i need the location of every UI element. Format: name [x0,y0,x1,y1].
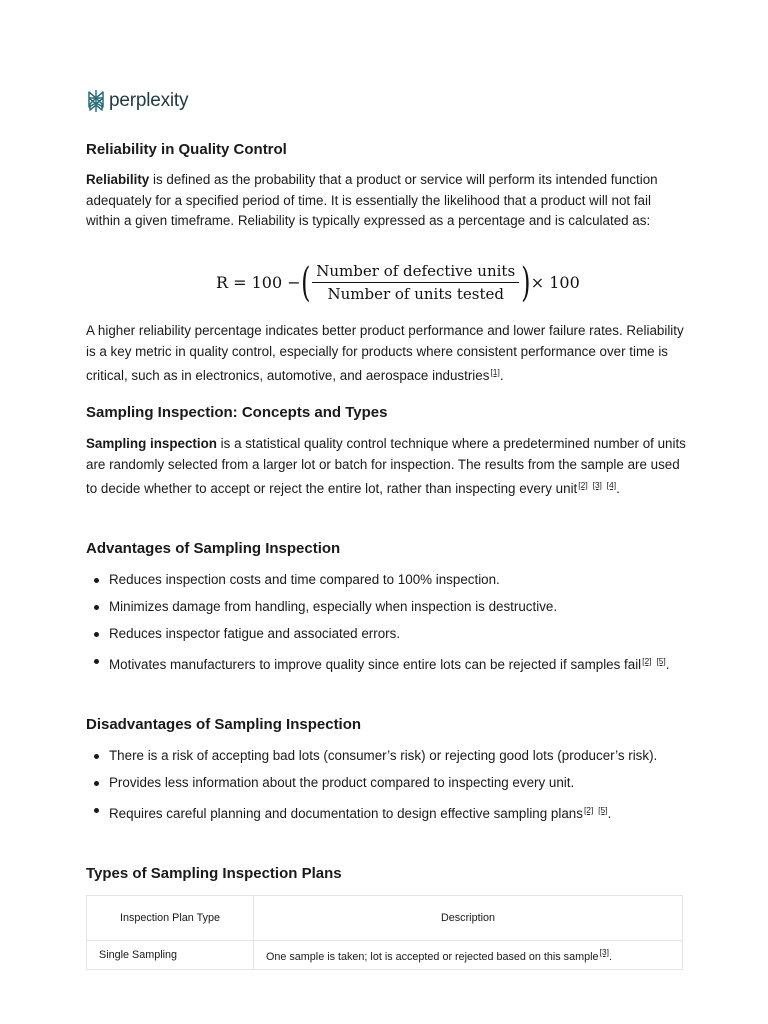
citation-link[interactable]: [2] [642,656,652,666]
column-header-description: Description [254,896,683,941]
list-item-text: Minimizes damage from handling, especially when inspection is destructive. [109,599,558,614]
list-item-text: Motivates manufacturers to improve quality since entire lots can be rejected if samples fail [109,657,642,672]
heading-advantages: Advantages of Sampling Inspection [86,540,341,557]
heading-sampling-plans: Types of Sampling Inspection Plans [86,865,342,882]
list-item [86,773,676,793]
term-reliability: Reliability [86,172,150,187]
citation-link[interactable]: [4] [606,480,617,491]
sampling-definition-text: is a statistical quality control technique where a predetermined number of units are randomly selected from a larger lot or batch for inspection. The results from the sample are used to decide whether to accept or reject the entire lot, rather than inspecting every unit [86,436,686,497]
citation-link[interactable]: [1] [490,367,500,378]
heading-reliability: Reliability in Quality Control [86,141,287,158]
punctuation: . [607,806,612,821]
reliability-definition [86,170,686,232]
list-item-text: Provides less information about the product compared to inspecting every unit. [109,775,575,790]
list-item [86,570,676,590]
cell-description-text: One sample is taken; lot is accepted or rejected based on this sample [266,951,599,963]
punctuation: . [608,951,612,963]
list-item-text: Requires careful planning and documentation to design effective sampling plans [109,806,583,821]
perplexity-logo[interactable] [86,89,188,113]
cell-description [254,941,683,970]
list-item-text: Reduces inspector fatigue and associated errors. [109,626,401,641]
punctuation: . [499,368,504,384]
list-item [86,624,676,644]
formula-lhs: R = 100 − [216,273,301,292]
disadvantages-list [86,746,676,831]
formula-rhs: × 100 [530,273,580,292]
punctuation: . [616,481,620,497]
table-row [87,941,683,970]
citation-link[interactable]: [2] [578,480,588,491]
perplexity-logo-icon [86,89,106,113]
sampling-definition [86,434,686,500]
advantages-list [86,570,676,682]
citation-link[interactable]: [5] [598,805,608,815]
list-item [86,597,676,617]
column-header-plan-type: Inspection Plan Type [87,896,254,941]
list-item [86,800,676,824]
list-item-text: There is a risk of accepting bad lots (consumer’s risk) or rejecting good lots (producer’s risk). [109,748,658,763]
formula-right-paren: ) [521,259,531,306]
citation-link[interactable]: [2] [583,805,594,815]
sampling-plans-table [86,895,683,970]
cell-plan-type: Single Sampling [87,941,254,970]
reliability-explanation-text: A higher reliability percentage indicates better product performance and lower failure rates. Reliability is a key metric in quality control, especially for products where consistent performance over time is critical, such as in electronics, automotive, and aerospace industries [86,323,684,384]
reliability-formula [216,259,580,306]
reliability-definition-text: is defined as the probability that a product or service will perform its intended function adequately for a specified period of time. It is essentially the likelihood that a product will not fail within a given timeframe. Reliability is typically expressed as a percentage and is calculated as: [86,172,658,229]
citation-link[interactable]: [5] [656,656,666,666]
formula-fraction [312,262,519,303]
list-item [86,746,676,766]
citation-link[interactable]: [3] [592,480,602,491]
heading-sampling-inspection: Sampling Inspection: Concepts and Types [86,404,388,421]
term-sampling-inspection: Sampling inspection [86,436,217,451]
punctuation: . [665,657,670,672]
list-item [86,651,676,675]
citation-link[interactable]: [3] [599,947,609,957]
formula-denominator: Number of units tested [327,285,504,303]
formula-numerator: Number of defective units [312,262,519,283]
reliability-explanation [86,321,686,387]
table-header-row [87,896,683,941]
formula-left-paren: ( [300,259,311,306]
list-item-text: Reduces inspection costs and time compared to 100% inspection. [109,572,500,587]
brand-name: perplexity [109,90,189,111]
heading-disadvantages: Disadvantages of Sampling Inspection [86,716,362,733]
